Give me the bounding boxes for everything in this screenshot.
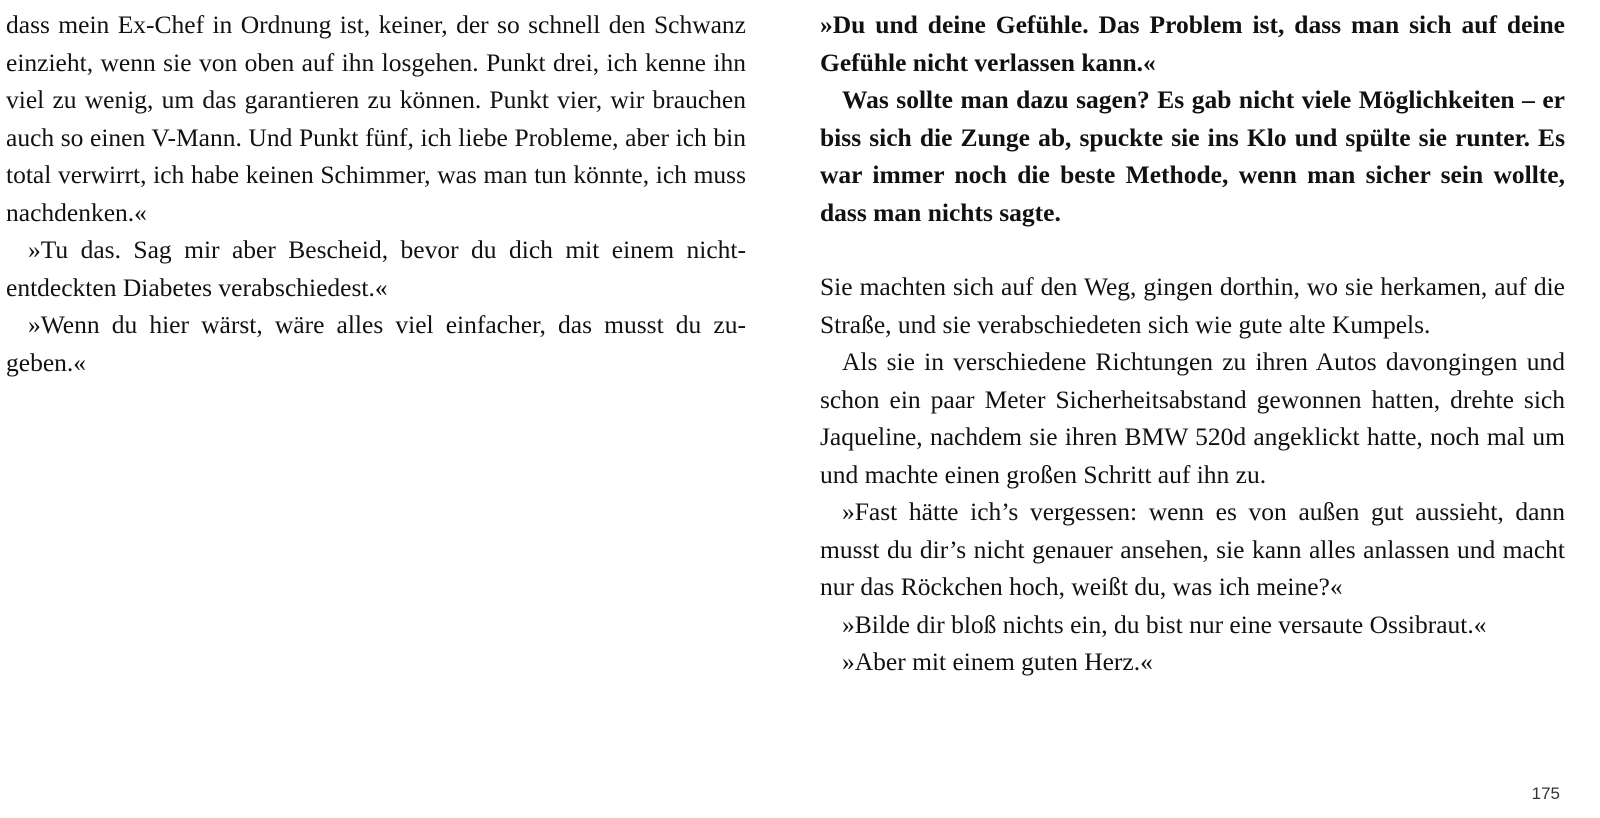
- page-number: 175: [1531, 784, 1560, 803]
- paragraph: Als sie in verschiedene Richtungen zu ihren Autos davongingen und schon ein paar Meter Sicherheitsabstand gewonnen hatten, drehte sich Jaqueline, nachdem sie ihren BMW 520d angeklickt hatte, noch mal um und machte einen großen Schritt auf ihn zu.: [820, 347, 1565, 489]
- paragraph: »Aber mit einem guten Herz.«: [842, 647, 1153, 676]
- paragraph: »Wenn du hier wärst, wäre alles viel einfacher, das musst du zugeben.«: [6, 310, 746, 377]
- paragraph: »Tu das. Sag mir aber Bescheid, bevor du dich mit einem nichtentdeckten Diabetes verabschiedest.«: [6, 235, 746, 302]
- right-page: [820, 6, 1565, 681]
- paragraph: »Fast hätte ich’s vergessen: wenn es von außen gut aussieht, dann musst du dir’s nicht genauer ansehen, sie kann alles anlassen und macht nur das Röckchen hoch, weißt du, was ich meine?«: [820, 497, 1565, 601]
- left-page: [6, 6, 746, 381]
- paragraph-bold: »Du und deine Gefühle. Das Problem ist, dass man sich auf deine Gefühle nicht verlassen kann.«: [820, 10, 1565, 77]
- paragraph-bold: Was sollte man dazu sagen? Es gab nicht viele Möglichkeiten – er biss sich die Zunge ab, spuckte sie ins Klo und spülte sie runter. Es war immer noch die beste Methode, wenn man sicher sein wollte, dass man nichts sagte.: [820, 85, 1565, 227]
- paragraph: dass mein Ex-Chef in Ordnung ist, keiner, der so schnell den Schwanz einzieht, wenn sie von oben auf ihn losgehen. Punkt drei, ich kenne ihn viel zu wenig, um das garantieren zu können. Punkt vier, wir brauchen auch so einen V-Mann. Und Punkt fünf, ich liebe Probleme, aber ich bin total verwirrt, ich habe keinen Schimmer, was man tun könnte, ich muss nachdenken.«: [6, 10, 746, 227]
- paragraph: Sie machten sich auf den Weg, gingen dorthin, wo sie herkamen, auf die Straße, und sie verabschiedeten sich wie gute alte Kumpels.: [820, 272, 1565, 339]
- section-break: [820, 231, 1565, 268]
- paragraph: »Bilde dir bloß nichts ein, du bist nur eine versaute Ossibraut.«: [842, 609, 1487, 639]
